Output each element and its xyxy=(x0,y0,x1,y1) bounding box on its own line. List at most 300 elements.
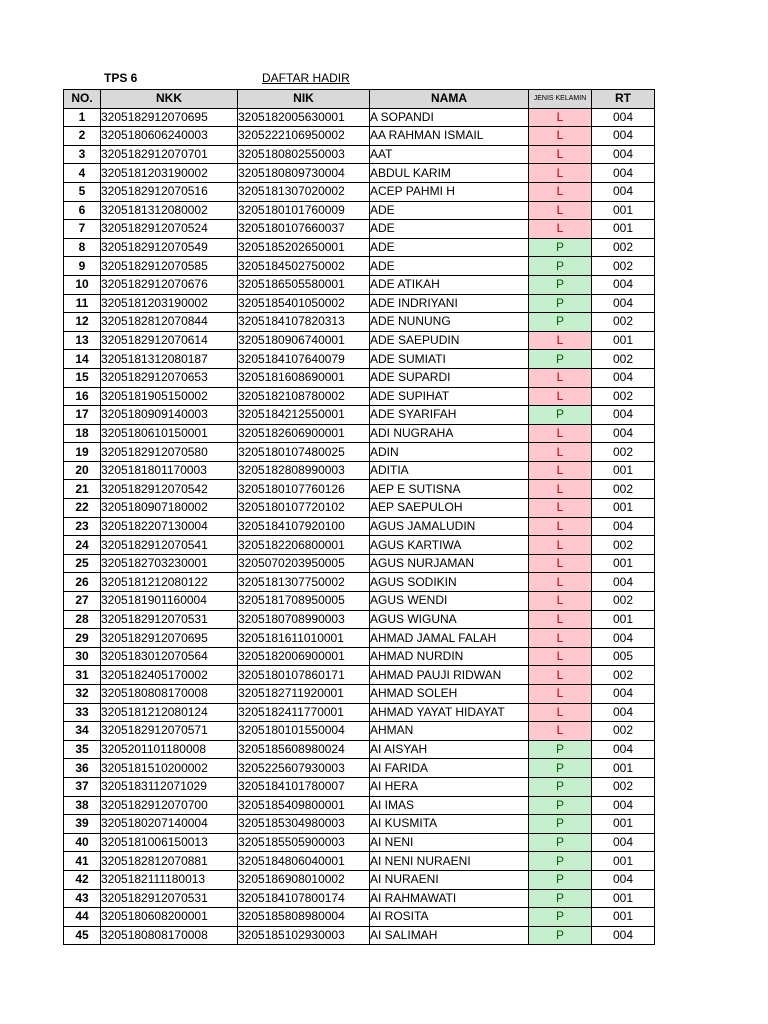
cell-jenis-kelamin: P xyxy=(529,833,592,852)
table-row xyxy=(64,499,655,518)
cell-jenis-kelamin: L xyxy=(529,461,592,480)
cell-rt: 001 xyxy=(592,220,655,239)
cell-nama: AI FARIDA xyxy=(370,759,529,778)
cell-nama: AGUS WENDI xyxy=(370,592,529,611)
cell-rt: 004 xyxy=(592,424,655,443)
cell-jenis-kelamin: L xyxy=(529,220,592,239)
cell-no: 41 xyxy=(64,852,101,871)
table-row xyxy=(64,220,655,239)
cell-nkk: 3205182912070614 xyxy=(101,331,238,350)
cell-nik: 3205180107860171 xyxy=(238,666,370,685)
table-row xyxy=(64,629,655,648)
table-row xyxy=(64,796,655,815)
cell-jenis-kelamin: L xyxy=(529,387,592,406)
cell-no: 38 xyxy=(64,796,101,815)
cell-no: 9 xyxy=(64,257,101,276)
table-row xyxy=(64,313,655,332)
cell-nkk: 3205180907180002 xyxy=(101,499,238,518)
cell-nik: 3205184502750002 xyxy=(238,257,370,276)
cell-no: 5 xyxy=(64,182,101,201)
cell-no: 42 xyxy=(64,870,101,889)
cell-no: 28 xyxy=(64,610,101,629)
cell-no: 21 xyxy=(64,480,101,499)
table-row xyxy=(64,368,655,387)
cell-nama: ADE NUNUNG xyxy=(370,313,529,332)
cell-jenis-kelamin: P xyxy=(529,815,592,834)
cell-no: 3 xyxy=(64,145,101,164)
cell-rt: 001 xyxy=(592,554,655,573)
cell-nik: 3205182606900001 xyxy=(238,424,370,443)
cell-rt: 002 xyxy=(592,387,655,406)
cell-nkk: 3205182111180013 xyxy=(101,870,238,889)
attendance-table xyxy=(63,89,655,945)
cell-rt: 004 xyxy=(592,629,655,648)
cell-nkk: 3205182912070585 xyxy=(101,257,238,276)
cell-nama: ACEP PAHMI H xyxy=(370,182,529,201)
cell-rt: 004 xyxy=(592,796,655,815)
cell-nik: 3205182108780002 xyxy=(238,387,370,406)
cell-no: 30 xyxy=(64,647,101,666)
cell-rt: 002 xyxy=(592,777,655,796)
cell-no: 40 xyxy=(64,833,101,852)
cell-nama: AGUS KARTIWA xyxy=(370,536,529,555)
cell-nkk: 3205181901160004 xyxy=(101,592,238,611)
table-row xyxy=(64,331,655,350)
cell-nik: 3205182711920001 xyxy=(238,685,370,704)
table-row xyxy=(64,889,655,908)
cell-rt: 004 xyxy=(592,294,655,313)
cell-nama: ADE xyxy=(370,220,529,239)
table-row xyxy=(64,777,655,796)
cell-nkk: 3205180808170008 xyxy=(101,926,238,945)
table-row xyxy=(64,294,655,313)
tps-label: TPS 6 xyxy=(104,71,138,85)
table-row xyxy=(64,257,655,276)
cell-rt: 001 xyxy=(592,201,655,220)
cell-nkk: 3205180608200001 xyxy=(101,908,238,927)
cell-rt: 004 xyxy=(592,368,655,387)
cell-jenis-kelamin: P xyxy=(529,350,592,369)
table-row xyxy=(64,554,655,573)
cell-nama: AI AISYAH xyxy=(370,740,529,759)
cell-nkk: 3205180606240003 xyxy=(101,127,238,146)
cell-jenis-kelamin: L xyxy=(529,424,592,443)
cell-nama: AI HERA xyxy=(370,777,529,796)
cell-nama: ADE xyxy=(370,238,529,257)
cell-nkk: 3205182912070524 xyxy=(101,220,238,239)
table-row xyxy=(64,517,655,536)
cell-nkk: 3205181212080124 xyxy=(101,703,238,722)
cell-nkk: 3205182912070653 xyxy=(101,368,238,387)
cell-rt: 004 xyxy=(592,182,655,201)
cell-jenis-kelamin: L xyxy=(529,480,592,499)
cell-rt: 002 xyxy=(592,536,655,555)
cell-nkk: 3205182912070701 xyxy=(101,145,238,164)
cell-jenis-kelamin: P xyxy=(529,889,592,908)
cell-jenis-kelamin: L xyxy=(529,145,592,164)
cell-rt: 005 xyxy=(592,647,655,666)
cell-nik: 3205180107720102 xyxy=(238,499,370,518)
cell-nik: 3205185102930003 xyxy=(238,926,370,945)
cell-rt: 004 xyxy=(592,740,655,759)
cell-rt: 004 xyxy=(592,926,655,945)
cell-nama: AEP E SUTISNA xyxy=(370,480,529,499)
cell-nama: ADE SYARIFAH xyxy=(370,406,529,425)
cell-nik: 3205182411770001 xyxy=(238,703,370,722)
table-row xyxy=(64,833,655,852)
table-row xyxy=(64,870,655,889)
cell-rt: 004 xyxy=(592,833,655,852)
table-row xyxy=(64,573,655,592)
cell-nama: ADE SUPARDI xyxy=(370,368,529,387)
cell-nama: ADE ATIKAH xyxy=(370,275,529,294)
cell-nik: 3205184212550001 xyxy=(238,406,370,425)
cell-no: 25 xyxy=(64,554,101,573)
cell-nama: ADITIA xyxy=(370,461,529,480)
cell-jenis-kelamin: L xyxy=(529,554,592,573)
cell-jenis-kelamin: P xyxy=(529,275,592,294)
cell-nama: AI NENI NURAENI xyxy=(370,852,529,871)
column-header-jenis-kelamin: JENIS KELAMIN xyxy=(529,90,592,109)
cell-nik: 3205185608980024 xyxy=(238,740,370,759)
cell-no: 23 xyxy=(64,517,101,536)
cell-nkk: 3205182912070571 xyxy=(101,722,238,741)
cell-rt: 004 xyxy=(592,164,655,183)
cell-nkk: 3205180808170008 xyxy=(101,685,238,704)
cell-nik: 3205182206800001 xyxy=(238,536,370,555)
cell-rt: 004 xyxy=(592,703,655,722)
cell-nik: 3205180107660037 xyxy=(238,220,370,239)
cell-rt: 002 xyxy=(592,722,655,741)
cell-rt: 004 xyxy=(592,145,655,164)
cell-jenis-kelamin: P xyxy=(529,852,592,871)
cell-nik: 3205186505580001 xyxy=(238,275,370,294)
cell-jenis-kelamin: P xyxy=(529,870,592,889)
cell-no: 17 xyxy=(64,406,101,425)
table-body xyxy=(64,108,655,945)
cell-no: 32 xyxy=(64,685,101,704)
cell-nama: AHMAD JAMAL FALAH xyxy=(370,629,529,648)
cell-jenis-kelamin: P xyxy=(529,908,592,927)
table-row xyxy=(64,238,655,257)
cell-jenis-kelamin: L xyxy=(529,108,592,127)
table-row xyxy=(64,703,655,722)
cell-nama: ADE xyxy=(370,201,529,220)
cell-jenis-kelamin: L xyxy=(529,127,592,146)
cell-nama: AEP SAEPULOH xyxy=(370,499,529,518)
table-row xyxy=(64,740,655,759)
cell-rt: 002 xyxy=(592,350,655,369)
cell-nik: 3205185202650001 xyxy=(238,238,370,257)
cell-jenis-kelamin: L xyxy=(529,201,592,220)
cell-nama: ADIN xyxy=(370,443,529,462)
cell-nama: AA RAHMAN ISMAIL xyxy=(370,127,529,146)
cell-nik: 3205222106950002 xyxy=(238,127,370,146)
cell-nama: AGUS JAMALUDIN xyxy=(370,517,529,536)
cell-nkk: 3205182912070580 xyxy=(101,443,238,462)
cell-nkk: 3205182703230001 xyxy=(101,554,238,573)
cell-rt: 001 xyxy=(592,331,655,350)
cell-jenis-kelamin: L xyxy=(529,517,592,536)
cell-jenis-kelamin: P xyxy=(529,313,592,332)
cell-rt: 004 xyxy=(592,870,655,889)
cell-no: 24 xyxy=(64,536,101,555)
cell-no: 16 xyxy=(64,387,101,406)
cell-nik: 3205182006900001 xyxy=(238,647,370,666)
cell-nama: AHMAD YAYAT HIDAYAT xyxy=(370,703,529,722)
cell-jenis-kelamin: P xyxy=(529,257,592,276)
cell-rt: 001 xyxy=(592,610,655,629)
cell-nik: 3205182808990003 xyxy=(238,461,370,480)
cell-nama: A SOPANDI xyxy=(370,108,529,127)
cell-rt: 004 xyxy=(592,406,655,425)
table-row xyxy=(64,406,655,425)
cell-nkk: 3205181905150002 xyxy=(101,387,238,406)
table-row xyxy=(64,461,655,480)
cell-jenis-kelamin: L xyxy=(529,703,592,722)
table-row xyxy=(64,145,655,164)
table-row xyxy=(64,350,655,369)
cell-nkk: 3205182912070542 xyxy=(101,480,238,499)
cell-nik: 3205180809730004 xyxy=(238,164,370,183)
cell-no: 33 xyxy=(64,703,101,722)
cell-nik: 3205181708950005 xyxy=(238,592,370,611)
cell-jenis-kelamin: L xyxy=(529,722,592,741)
cell-nik: 3205185304980003 xyxy=(238,815,370,834)
cell-jenis-kelamin: L xyxy=(529,592,592,611)
cell-nkk: 3205182812070881 xyxy=(101,852,238,871)
cell-jenis-kelamin: L xyxy=(529,164,592,183)
cell-jenis-kelamin: L xyxy=(529,536,592,555)
cell-nkk: 3205181312080187 xyxy=(101,350,238,369)
cell-jenis-kelamin: L xyxy=(529,573,592,592)
cell-nik: 3205180802550003 xyxy=(238,145,370,164)
cell-nkk: 3205201101180008 xyxy=(101,740,238,759)
cell-nik: 3205185808980004 xyxy=(238,908,370,927)
cell-jenis-kelamin: P xyxy=(529,777,592,796)
cell-rt: 002 xyxy=(592,592,655,611)
cell-no: 14 xyxy=(64,350,101,369)
cell-nik: 3205070203950005 xyxy=(238,554,370,573)
cell-nik: 3205180107760126 xyxy=(238,480,370,499)
cell-jenis-kelamin: P xyxy=(529,740,592,759)
cell-nama: AI KUSMITA xyxy=(370,815,529,834)
cell-jenis-kelamin: P xyxy=(529,294,592,313)
cell-jenis-kelamin: L xyxy=(529,629,592,648)
cell-nik: 3205180708990003 xyxy=(238,610,370,629)
cell-nik: 3205184101780007 xyxy=(238,777,370,796)
cell-nik: 3205184107800174 xyxy=(238,889,370,908)
table-row xyxy=(64,722,655,741)
cell-nkk: 3205182912070541 xyxy=(101,536,238,555)
cell-nik: 3205185505900003 xyxy=(238,833,370,852)
cell-nkk: 3205182912070695 xyxy=(101,108,238,127)
table-row xyxy=(64,108,655,127)
cell-rt: 001 xyxy=(592,759,655,778)
cell-no: 45 xyxy=(64,926,101,945)
cell-no: 36 xyxy=(64,759,101,778)
cell-nik: 3205185401050002 xyxy=(238,294,370,313)
cell-nama: ADE SUMIATI xyxy=(370,350,529,369)
cell-nik: 3205225607930003 xyxy=(238,759,370,778)
cell-no: 7 xyxy=(64,220,101,239)
cell-nkk: 3205182812070844 xyxy=(101,313,238,332)
table-row xyxy=(64,164,655,183)
cell-nkk: 3205181510200002 xyxy=(101,759,238,778)
table-row xyxy=(64,908,655,927)
table-header-row xyxy=(64,90,655,109)
cell-nik: 3205184107920100 xyxy=(238,517,370,536)
table-row xyxy=(64,424,655,443)
cell-nik: 3205180906740001 xyxy=(238,331,370,350)
table-row xyxy=(64,480,655,499)
cell-rt: 002 xyxy=(592,443,655,462)
table-row xyxy=(64,685,655,704)
cell-no: 39 xyxy=(64,815,101,834)
cell-no: 29 xyxy=(64,629,101,648)
cell-jenis-kelamin: L xyxy=(529,499,592,518)
cell-nama: AI NURAENI xyxy=(370,870,529,889)
cell-nik: 3205180101550004 xyxy=(238,722,370,741)
cell-no: 15 xyxy=(64,368,101,387)
cell-jenis-kelamin: P xyxy=(529,926,592,945)
cell-nama: AI ROSITA xyxy=(370,908,529,927)
cell-rt: 002 xyxy=(592,480,655,499)
cell-nik: 3205181307020002 xyxy=(238,182,370,201)
cell-nama: ADI NUGRAHA xyxy=(370,424,529,443)
cell-nama: ADE INDRIYANI xyxy=(370,294,529,313)
cell-nkk: 3205181801170003 xyxy=(101,461,238,480)
cell-nama: AGUS SODIKIN xyxy=(370,573,529,592)
cell-no: 4 xyxy=(64,164,101,183)
cell-nik: 3205180107480025 xyxy=(238,443,370,462)
cell-nama: ADE SUPIHAT xyxy=(370,387,529,406)
table-row xyxy=(64,852,655,871)
cell-rt: 004 xyxy=(592,685,655,704)
cell-nik: 3205184107820313 xyxy=(238,313,370,332)
cell-jenis-kelamin: L xyxy=(529,331,592,350)
cell-no: 22 xyxy=(64,499,101,518)
cell-jenis-kelamin: L xyxy=(529,610,592,629)
table-row xyxy=(64,182,655,201)
cell-nkk: 3205182912070516 xyxy=(101,182,238,201)
cell-nkk: 3205181212080122 xyxy=(101,573,238,592)
table-row xyxy=(64,443,655,462)
cell-nama: AGUS NURJAMAN xyxy=(370,554,529,573)
cell-no: 19 xyxy=(64,443,101,462)
table-row xyxy=(64,275,655,294)
cell-rt: 004 xyxy=(592,275,655,294)
cell-nik: 3205181611010001 xyxy=(238,629,370,648)
cell-no: 13 xyxy=(64,331,101,350)
cell-no: 10 xyxy=(64,275,101,294)
cell-nama: AHMAD SOLEH xyxy=(370,685,529,704)
cell-nama: ADE SAEPUDIN xyxy=(370,331,529,350)
cell-jenis-kelamin: L xyxy=(529,666,592,685)
cell-nkk: 3205181203190002 xyxy=(101,164,238,183)
cell-no: 11 xyxy=(64,294,101,313)
cell-rt: 001 xyxy=(592,852,655,871)
column-header-nkk: NKK xyxy=(101,90,238,109)
cell-no: 26 xyxy=(64,573,101,592)
cell-nik: 3205186908010002 xyxy=(238,870,370,889)
cell-nkk: 3205182912070676 xyxy=(101,275,238,294)
cell-no: 8 xyxy=(64,238,101,257)
page-title: DAFTAR HADIR xyxy=(262,71,350,85)
cell-nkk: 3205182912070695 xyxy=(101,629,238,648)
cell-no: 18 xyxy=(64,424,101,443)
cell-nkk: 3205181006150013 xyxy=(101,833,238,852)
cell-rt: 002 xyxy=(592,238,655,257)
cell-nama: AHMAN xyxy=(370,722,529,741)
cell-no: 1 xyxy=(64,108,101,127)
column-header-nama: NAMA xyxy=(370,90,529,109)
cell-rt: 002 xyxy=(592,666,655,685)
cell-nama: AI RAHMAWATI xyxy=(370,889,529,908)
sheet-header xyxy=(0,71,768,89)
table-row xyxy=(64,666,655,685)
cell-nama: AAT xyxy=(370,145,529,164)
table-row xyxy=(64,387,655,406)
table-row xyxy=(64,127,655,146)
cell-nkk: 3205183012070564 xyxy=(101,647,238,666)
cell-rt: 001 xyxy=(592,499,655,518)
cell-nik: 3205181307750002 xyxy=(238,573,370,592)
cell-nama: AGUS WIGUNA xyxy=(370,610,529,629)
cell-nama: AI IMAS xyxy=(370,796,529,815)
cell-nkk: 3205182405170002 xyxy=(101,666,238,685)
cell-nama: ABDUL KARIM xyxy=(370,164,529,183)
cell-nkk: 3205181312080002 xyxy=(101,201,238,220)
cell-nama: ADE xyxy=(370,257,529,276)
cell-nik: 3205182005630001 xyxy=(238,108,370,127)
cell-no: 35 xyxy=(64,740,101,759)
cell-no: 20 xyxy=(64,461,101,480)
cell-no: 2 xyxy=(64,127,101,146)
cell-rt: 001 xyxy=(592,815,655,834)
cell-nkk: 3205180909140003 xyxy=(101,406,238,425)
cell-nkk: 3205180610150001 xyxy=(101,424,238,443)
cell-rt: 004 xyxy=(592,127,655,146)
table-row xyxy=(64,201,655,220)
cell-no: 6 xyxy=(64,201,101,220)
cell-jenis-kelamin: L xyxy=(529,443,592,462)
cell-no: 31 xyxy=(64,666,101,685)
cell-nik: 3205185409800001 xyxy=(238,796,370,815)
cell-nik: 3205181608690001 xyxy=(238,368,370,387)
cell-no: 43 xyxy=(64,889,101,908)
cell-no: 44 xyxy=(64,908,101,927)
cell-jenis-kelamin: L xyxy=(529,182,592,201)
table-row xyxy=(64,759,655,778)
cell-jenis-kelamin: P xyxy=(529,796,592,815)
cell-jenis-kelamin: P xyxy=(529,238,592,257)
cell-nama: AHMAD NURDIN xyxy=(370,647,529,666)
cell-nkk: 3205182912070700 xyxy=(101,796,238,815)
cell-nkk: 3205180207140004 xyxy=(101,815,238,834)
column-header-nik: NIK xyxy=(238,90,370,109)
table-row xyxy=(64,610,655,629)
cell-nik: 3205180101760009 xyxy=(238,201,370,220)
cell-rt: 004 xyxy=(592,517,655,536)
cell-rt: 004 xyxy=(592,573,655,592)
cell-rt: 004 xyxy=(592,108,655,127)
cell-nkk: 3205183112071029 xyxy=(101,777,238,796)
cell-nkk: 3205182912070531 xyxy=(101,889,238,908)
cell-rt: 001 xyxy=(592,461,655,480)
cell-no: 34 xyxy=(64,722,101,741)
cell-rt: 001 xyxy=(592,889,655,908)
